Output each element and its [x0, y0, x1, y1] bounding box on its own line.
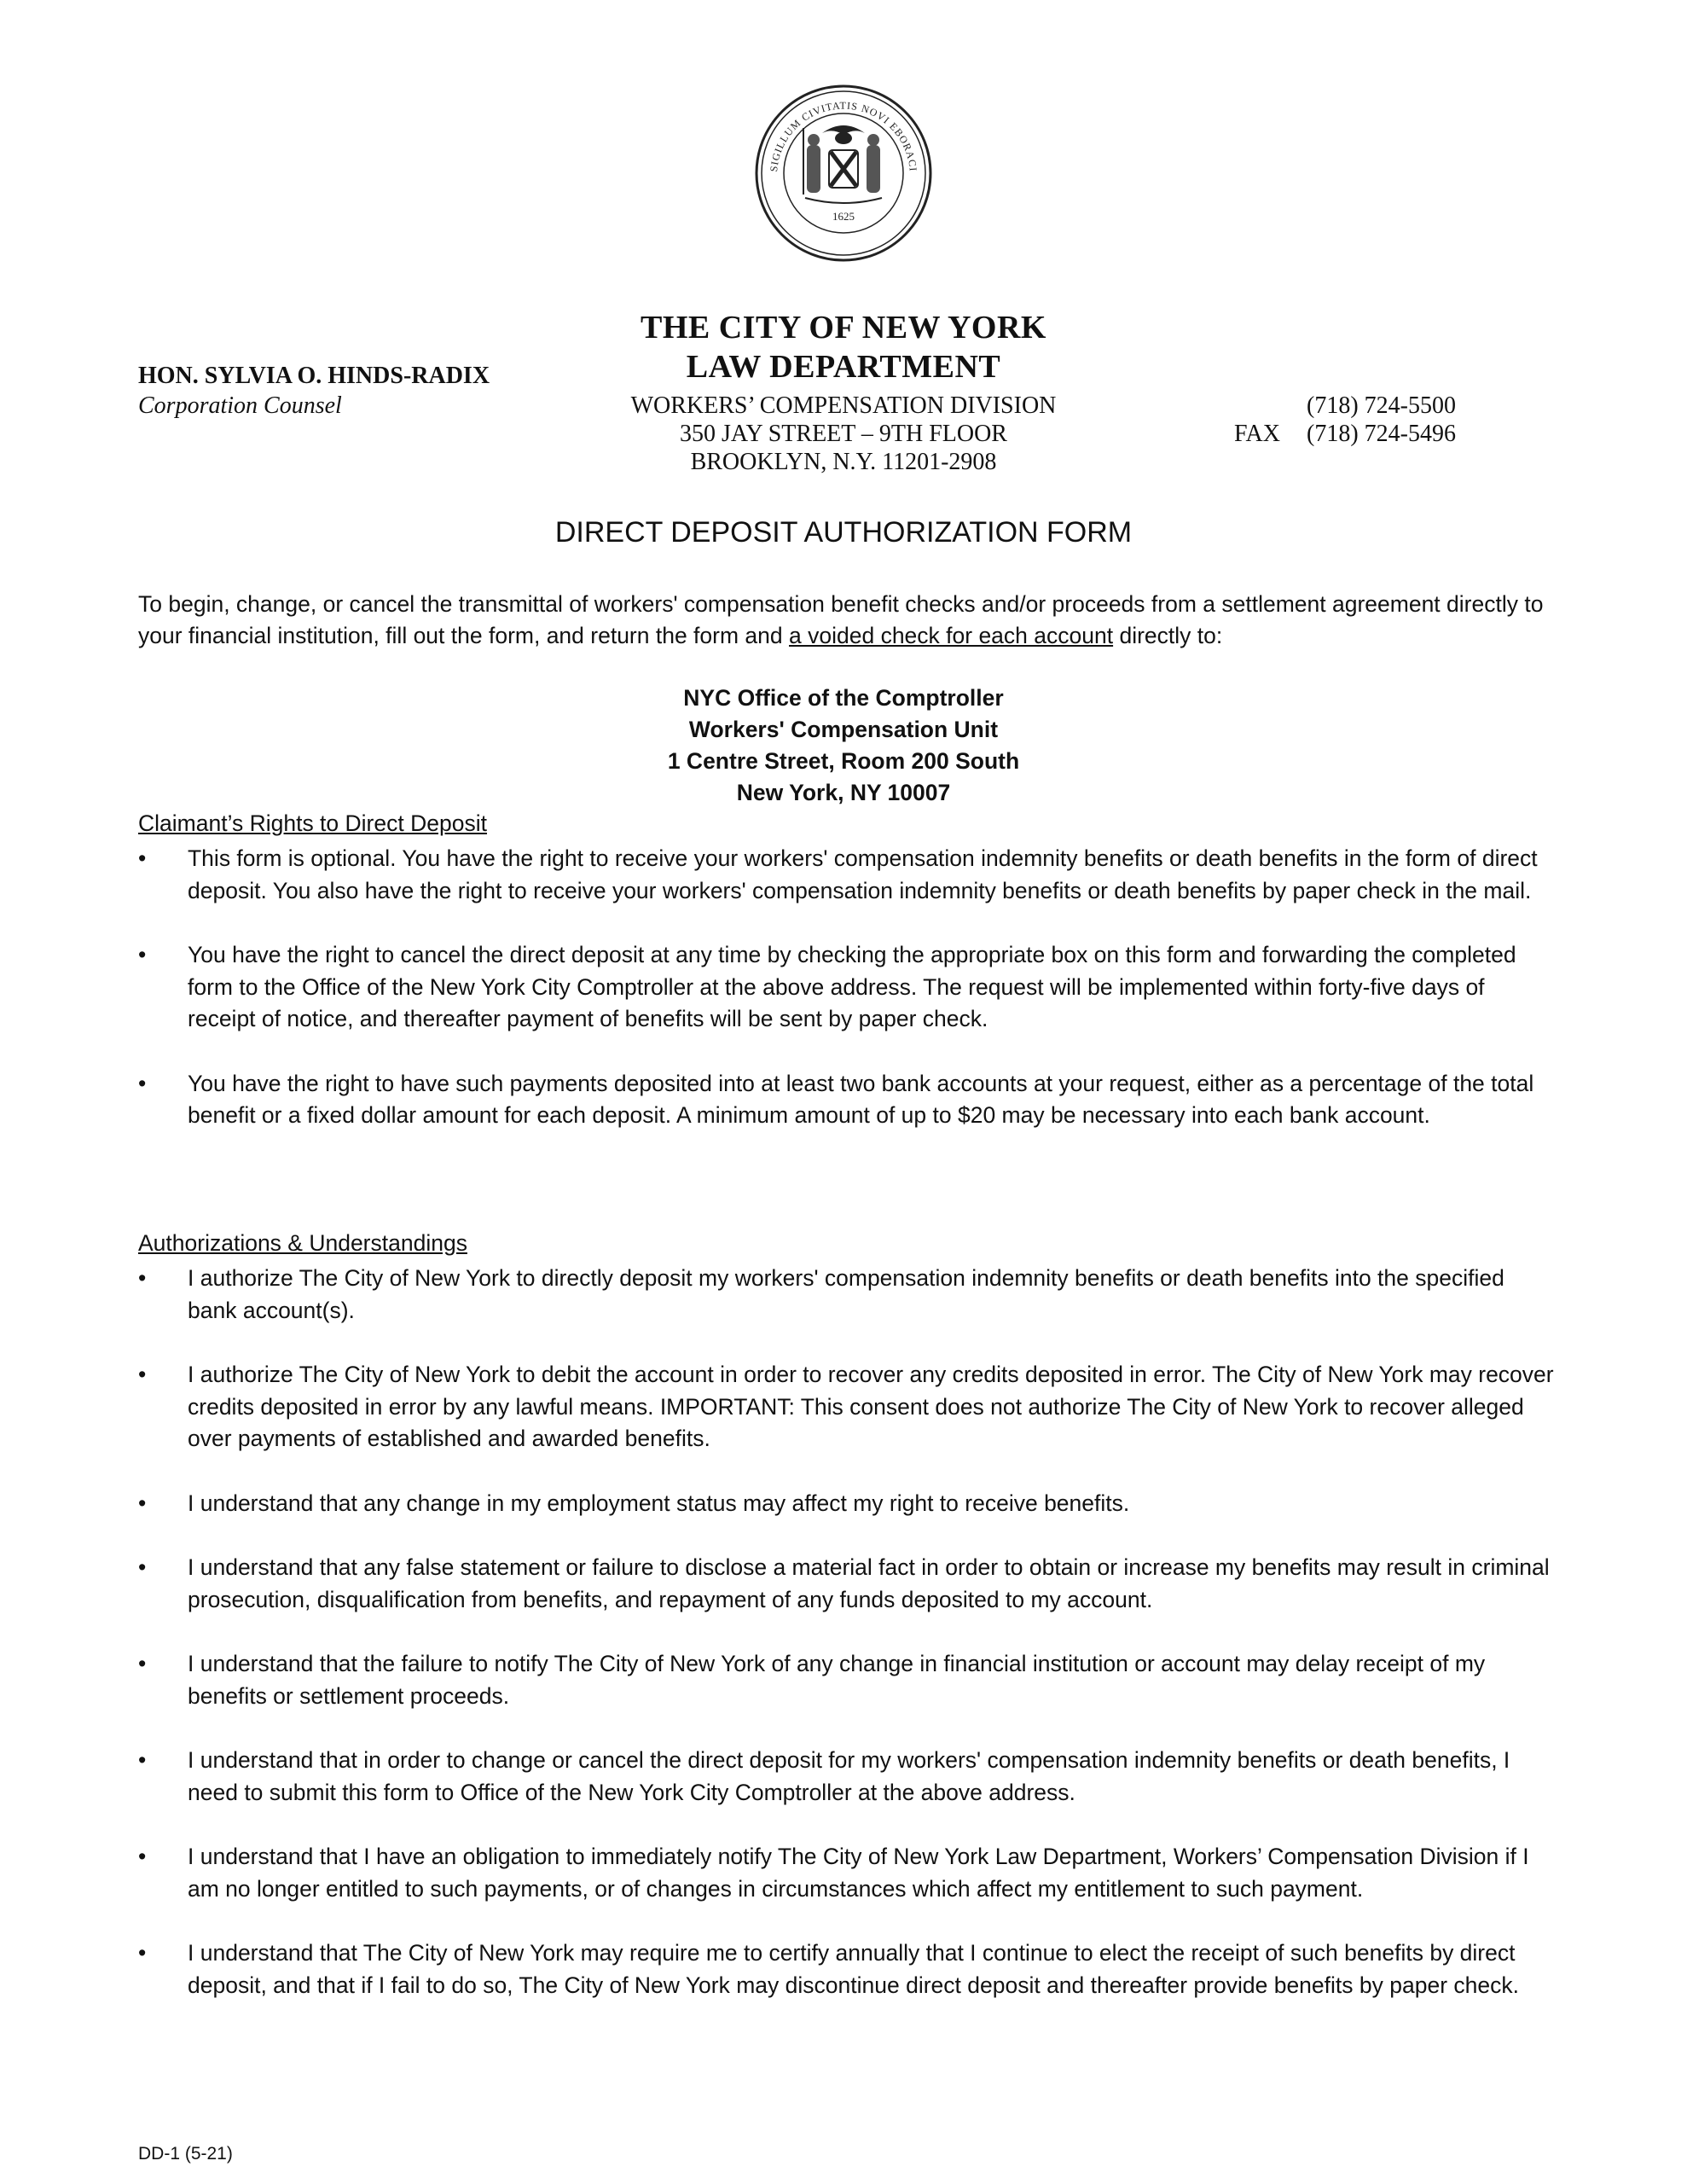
bullet: • [138, 845, 147, 871]
bullet: • [138, 1844, 147, 1869]
list-item [138, 1648, 1554, 1712]
address-line: Workers' Compensation Unit [688, 717, 999, 742]
bullet: • [138, 942, 147, 967]
list-item-text: I authorize The City of New York to directly deposit my workers' compensation indemnity benefits or death benefits into the specified bank account(s). [188, 1265, 1504, 1323]
department-name: LAW DEPARTMENT [686, 349, 1001, 385]
street-address: 350 JAY STREET – 9TH FLOOR [679, 421, 1007, 447]
division-name: WORKERS’ COMPENSATION DIVISION [630, 392, 1057, 419]
counsel-name: HON. SYLVIA O. HINDS-RADIX [138, 363, 490, 389]
city-address: BROOKLYN, N.Y. 11201-2908 [690, 449, 997, 475]
list-item-text: I understand that I have an obligation to immediately notify The City of New York Law Department, Workers’ Compensation Division if I am no longer entitled to such payments, or of changes in circumstances which affect my entitlement to such payment. [188, 1844, 1529, 1902]
list-item-text: I understand that any change in my employment status may affect my right to receive benefits. [188, 1490, 1130, 1516]
list-item [138, 1552, 1554, 1616]
list-item [138, 1263, 1554, 1327]
city-seal [754, 84, 933, 263]
bullet: • [138, 1747, 147, 1773]
rights-list [138, 843, 1554, 1165]
list-item [138, 1488, 1554, 1520]
city-name: THE CITY OF NEW YORK [641, 310, 1046, 346]
seal-motto: SIGILLUM CIVITATIS NOVI EBORACI [768, 99, 919, 172]
bullet: • [138, 1554, 147, 1580]
bullet: • [138, 1940, 147, 1966]
list-item-text: You have the right to cancel the direct deposit at any time by checking the appropriate box on this form and forwarding the completed form to the Office of the New York City Comptroller at the above address. The request will be implemented within forty-five days of receipt of notice, and thereafter payment of benefits will be sent by paper check. [188, 942, 1516, 1031]
list-item [138, 939, 1554, 1036]
form-number: DD-1 (5-21) [138, 2144, 233, 2164]
seal-year: 1625 [832, 210, 855, 223]
rights-heading: Claimant’s Rights to Direct Deposit [138, 810, 487, 836]
mail-to-address [0, 682, 1687, 809]
list-item-text: This form is optional. You have the right to receive your workers' compensation indemnity benefits or death benefits in the form of direct deposit. You also have the right to receive your workers' compensation indemnity benefits or death benefits by paper check in the mail. [188, 845, 1538, 903]
list-item [138, 1937, 1554, 2001]
list-item-text: I understand that the failure to notify The City of New York of any change in financial institution or account may delay receipt of my benefits or settlement proceeds. [188, 1651, 1486, 1709]
list-item [138, 1745, 1554, 1809]
fax-number: (718) 724-5496 [1307, 421, 1456, 447]
intro-paragraph [138, 589, 1554, 652]
address-line: 1 Centre Street, Room 200 South [667, 748, 1020, 774]
list-item [138, 843, 1554, 907]
counsel-title: Corporation Counsel [138, 392, 342, 419]
list-item-text: I understand that The City of New York may require me to certify annually that I continue to elect the receipt of such benefits by direct deposit, and that if I fail to do so, The City of New York may discontinue direct deposit and thereafter provide benefits by paper check. [188, 1940, 1519, 1998]
bullet: • [138, 1651, 147, 1676]
intro-text-2: directly to: [1113, 623, 1223, 648]
list-item [138, 1359, 1554, 1455]
phone-number: (718) 724-5500 [1307, 392, 1456, 419]
list-item-text: I authorize The City of New York to debit the account in order to recover any credits deposited in error. The City of New York may recover credits deposited in error by any lawful means. IMPORTANT: This consent does not authorize The City of New York to recover alleged over payments of established and awarded benefits. [188, 1362, 1554, 1451]
address-line: NYC Office of the Comptroller [683, 685, 1004, 711]
fax-label: FAX [1234, 421, 1280, 447]
list-item [138, 1068, 1554, 1132]
authorizations-list [138, 1263, 1554, 2034]
authorizations-heading: Authorizations & Understandings [138, 1230, 467, 1256]
form-title: DIRECT DEPOSIT AUTHORIZATION FORM [554, 516, 1133, 549]
list-item-text: You have the right to have such payments deposited into at least two bank accounts at your request, either as a percentage of the total benefit or a fixed dollar amount for each deposit. A minimum amount of up to $20 may be necessary into each bank account. [188, 1070, 1534, 1128]
bullet: • [138, 1070, 147, 1096]
list-item [138, 1841, 1554, 1905]
intro-text-1: To begin, change, or cancel the transmittal of workers' compensation benefit checks and/or proceeds from a settlement agreement directly to your financial institution, fill out the form, and return the form and [138, 591, 1544, 648]
list-item-text: I understand that in order to change or cancel the direct deposit for my workers' compensation indemnity benefits or death benefits, I need to submit this form to Office of the New York City Comptroller at the above address. [188, 1747, 1510, 1805]
bullet: • [138, 1265, 147, 1291]
address-line: New York, NY 10007 [736, 780, 951, 805]
list-item-text: I understand that any false statement or failure to disclose a material fact in order to obtain or increase my benefits may result in criminal prosecution, disqualification from benefits, and repayment of any funds deposited to my account. [188, 1554, 1550, 1612]
bullet: • [138, 1362, 147, 1387]
bullet: • [138, 1490, 147, 1516]
intro-underlined: a voided check for each account [789, 623, 1114, 648]
